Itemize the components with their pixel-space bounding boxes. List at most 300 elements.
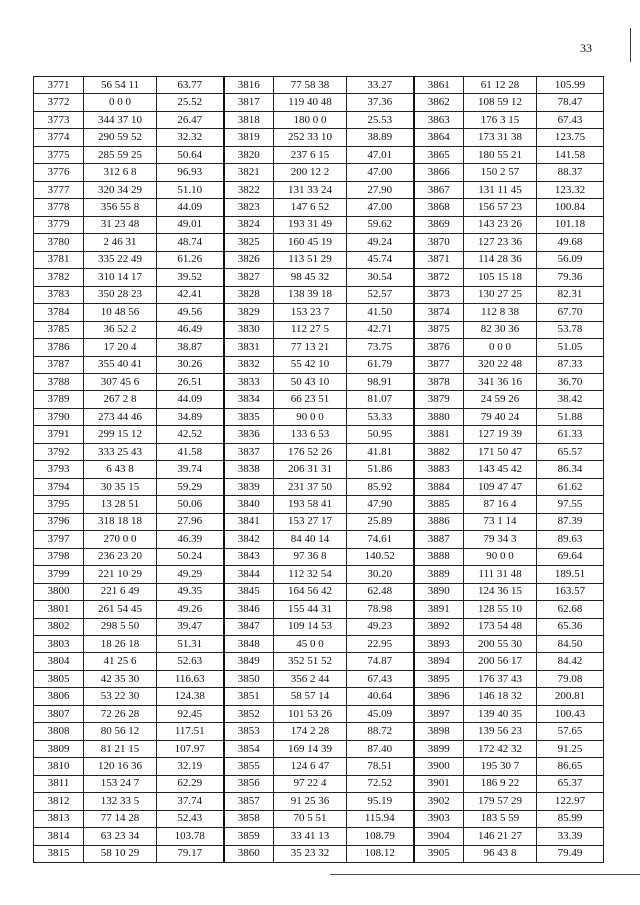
table-row [34,269,604,286]
angle-cell: 176 37 43 [464,670,537,687]
distance-cell: 189.51 [537,566,604,583]
point-id-cell: 3839 [224,478,274,495]
point-id-cell: 3808 [34,723,84,740]
point-id-cell: 3816 [224,77,274,94]
distance-cell: 122.97 [537,793,604,810]
angle-cell: 79 34 3 [464,531,537,548]
angle-cell: 109 14 53 [274,618,347,635]
distance-cell: 32.19 [157,758,224,775]
distance-cell: 91.25 [537,740,604,757]
distance-cell: 49.01 [157,216,224,233]
distance-cell: 38.89 [347,129,414,146]
angle-cell: 97 22 4 [274,775,347,792]
point-id-cell: 3800 [34,583,84,600]
distance-cell: 49.23 [347,618,414,635]
table-row [34,234,604,251]
angle-cell: 156 57 23 [464,199,537,216]
point-id-cell: 3818 [224,111,274,128]
angle-cell: 112 27 5 [274,321,347,338]
point-id-cell: 3871 [414,251,464,268]
distance-cell: 50.06 [157,496,224,513]
distance-cell: 87.39 [537,513,604,530]
table-row [34,828,604,845]
distance-cell: 65.37 [537,775,604,792]
table-row [34,181,604,198]
table-row [34,164,604,181]
page-number: 33 [580,41,592,55]
angle-cell: 179 57 29 [464,793,537,810]
distance-cell: 26.47 [157,111,224,128]
point-id-cell: 3873 [414,286,464,303]
point-id-cell: 3820 [224,146,274,163]
distance-cell: 36.70 [537,373,604,390]
point-id-cell: 3783 [34,286,84,303]
distance-cell: 95.19 [347,793,414,810]
point-id-cell: 3831 [224,339,274,356]
point-id-cell: 3788 [34,373,84,390]
point-id-cell: 3795 [34,496,84,513]
table-row [34,583,604,600]
distance-cell: 49.26 [157,601,224,618]
point-id-cell: 3778 [34,199,84,216]
distance-cell: 79.49 [537,845,604,862]
angle-cell: 193 58 41 [274,496,347,513]
angle-cell: 56 54 11 [84,77,157,94]
point-id-cell: 3886 [414,513,464,530]
angle-cell: 112 32 54 [274,566,347,583]
point-id-cell: 3827 [224,269,274,286]
distance-cell: 53.78 [537,321,604,338]
point-id-cell: 3802 [34,618,84,635]
point-id-cell: 3846 [224,601,274,618]
point-id-cell: 3772 [34,94,84,111]
angle-cell: 160 45 19 [274,234,347,251]
distance-cell: 52.63 [157,653,224,670]
distance-cell: 92.45 [157,705,224,722]
angle-cell: 237 6 15 [274,146,347,163]
angle-cell: 147 6 52 [274,199,347,216]
distance-cell: 33.27 [347,77,414,94]
point-id-cell: 3805 [34,670,84,687]
point-id-cell: 3793 [34,461,84,478]
angle-cell: 50 43 10 [274,373,347,390]
distance-cell: 105.99 [537,77,604,94]
point-id-cell: 3810 [34,758,84,775]
point-id-cell: 3861 [414,77,464,94]
distance-cell: 42.71 [347,321,414,338]
point-id-cell: 3894 [414,653,464,670]
table-row [34,321,604,338]
point-id-cell: 3840 [224,496,274,513]
distance-cell: 62.29 [157,775,224,792]
distance-cell: 117.51 [157,723,224,740]
point-id-cell: 3824 [224,216,274,233]
point-id-cell: 3881 [414,426,464,443]
distance-cell: 115.94 [347,810,414,827]
angle-cell: 77 58 38 [274,77,347,94]
distance-cell: 40.64 [347,688,414,705]
distance-cell: 62.68 [537,601,604,618]
distance-cell: 82.31 [537,286,604,303]
distance-cell: 88.37 [537,164,604,181]
distance-cell: 48.74 [157,234,224,251]
distance-cell: 89.63 [537,531,604,548]
point-id-cell: 3869 [414,216,464,233]
point-id-cell: 3878 [414,373,464,390]
point-id-cell: 3889 [414,566,464,583]
distance-cell: 37.36 [347,94,414,111]
table-row [34,758,604,775]
table-row [34,793,604,810]
angle-cell: 298 5 50 [84,618,157,635]
distance-cell: 74.87 [347,653,414,670]
point-id-cell: 3876 [414,339,464,356]
distance-cell: 50.64 [157,146,224,163]
distance-cell: 47.00 [347,164,414,181]
point-id-cell: 3884 [414,478,464,495]
angle-cell: 55 42 10 [274,356,347,373]
table-row [34,653,604,670]
angle-cell: 155 44 31 [274,601,347,618]
angle-cell: 320 34 29 [84,181,157,198]
angle-cell: 172 42 32 [464,740,537,757]
point-id-cell: 3865 [414,146,464,163]
point-id-cell: 3905 [414,845,464,862]
distance-cell: 26.51 [157,373,224,390]
distance-cell: 41.58 [157,443,224,460]
angle-cell: 17 20 4 [84,339,157,356]
angle-cell: 200 56 17 [464,653,537,670]
table-row [34,391,604,408]
angle-cell: 33 41 13 [274,828,347,845]
angle-cell: 195 30 7 [464,758,537,775]
angle-cell: 344 37 10 [84,111,157,128]
point-id-cell: 3801 [34,601,84,618]
distance-cell: 107.97 [157,740,224,757]
distance-cell: 62.48 [347,583,414,600]
table-row [34,443,604,460]
angle-cell: 153 27 17 [274,513,347,530]
distance-cell: 81.07 [347,391,414,408]
point-id-cell: 3887 [414,531,464,548]
point-id-cell: 3784 [34,304,84,321]
angle-cell: 236 23 20 [84,548,157,565]
distance-cell: 73.75 [347,339,414,356]
distance-cell: 96.93 [157,164,224,181]
angle-cell: 193 31 49 [274,216,347,233]
table-row [34,94,604,111]
distance-cell: 67.43 [347,670,414,687]
distance-cell: 30.20 [347,566,414,583]
angle-cell: 63 23 34 [84,828,157,845]
distance-cell: 45.74 [347,251,414,268]
page-edge-line [630,28,631,62]
distance-cell: 47.00 [347,199,414,216]
angle-cell: 58 10 29 [84,845,157,862]
angle-cell: 41 25 6 [84,653,157,670]
angle-cell: 186 9 22 [464,775,537,792]
table-row [34,251,604,268]
distance-cell: 65.36 [537,618,604,635]
distance-cell: 32.32 [157,129,224,146]
angle-cell: 267 2 8 [84,391,157,408]
angle-cell: 173 54 48 [464,618,537,635]
table-row [34,286,604,303]
distance-cell: 79.36 [537,269,604,286]
angle-cell: 109 47 47 [464,478,537,495]
point-id-cell: 3779 [34,216,84,233]
distance-cell: 30.26 [157,356,224,373]
point-id-cell: 3822 [224,181,274,198]
angle-cell: 270 0 0 [84,531,157,548]
point-id-cell: 3826 [224,251,274,268]
point-id-cell: 3774 [34,129,84,146]
distance-cell: 74.61 [347,531,414,548]
distance-cell: 41.81 [347,443,414,460]
point-id-cell: 3843 [224,548,274,565]
point-id-cell: 3792 [34,443,84,460]
distance-cell: 78.98 [347,601,414,618]
angle-cell: 13 28 51 [84,496,157,513]
distance-cell: 59.29 [157,478,224,495]
angle-cell: 84 40 14 [274,531,347,548]
angle-cell: 80 56 12 [84,723,157,740]
distance-cell: 61.79 [347,356,414,373]
point-id-cell: 3782 [34,269,84,286]
distance-cell: 57.65 [537,723,604,740]
table-row [34,810,604,827]
angle-cell: 221 10 29 [84,566,157,583]
point-id-cell: 3897 [414,705,464,722]
angle-cell: 132 33 5 [84,793,157,810]
distance-cell: 38.42 [537,391,604,408]
point-id-cell: 3893 [414,636,464,653]
footer-rule [330,874,640,875]
distance-cell: 39.74 [157,461,224,478]
table-row [34,636,604,653]
point-id-cell: 3825 [224,234,274,251]
point-id-cell: 3875 [414,321,464,338]
angle-cell: 310 14 17 [84,269,157,286]
table-row [34,566,604,583]
point-id-cell: 3850 [224,670,274,687]
point-id-cell: 3851 [224,688,274,705]
point-id-cell: 3771 [34,77,84,94]
point-id-cell: 3836 [224,426,274,443]
point-id-cell: 3849 [224,653,274,670]
distance-cell: 87.40 [347,740,414,757]
distance-cell: 25.52 [157,94,224,111]
point-id-cell: 3773 [34,111,84,128]
point-id-cell: 3832 [224,356,274,373]
angle-cell: 108 59 12 [464,94,537,111]
angle-cell: 285 59 25 [84,146,157,163]
point-id-cell: 3852 [224,705,274,722]
point-id-cell: 3775 [34,146,84,163]
distance-cell: 51.88 [537,408,604,425]
point-id-cell: 3798 [34,548,84,565]
angle-cell: 173 31 38 [464,129,537,146]
point-id-cell: 3847 [224,618,274,635]
distance-cell: 100.84 [537,199,604,216]
distance-cell: 108.79 [347,828,414,845]
point-id-cell: 3904 [414,828,464,845]
angle-cell: 335 22 49 [84,251,157,268]
table-row [34,670,604,687]
table-row [34,461,604,478]
angle-cell: 127 19 39 [464,426,537,443]
distance-cell: 44.09 [157,199,224,216]
angle-cell: 77 13 21 [274,339,347,356]
angle-cell: 112 8 38 [464,304,537,321]
table-row [34,618,604,635]
angle-cell: 45 0 0 [274,636,347,653]
table-row [34,77,604,94]
angle-cell: 61 12 28 [464,77,537,94]
table-row [34,216,604,233]
point-id-cell: 3842 [224,531,274,548]
distance-cell: 123.75 [537,129,604,146]
distance-cell: 124.38 [157,688,224,705]
distance-cell: 63.77 [157,77,224,94]
distance-cell: 30.54 [347,269,414,286]
angle-cell: 171 50 47 [464,443,537,460]
point-id-cell: 3853 [224,723,274,740]
table-row [34,426,604,443]
point-id-cell: 3817 [224,94,274,111]
distance-cell: 84.50 [537,636,604,653]
distance-cell: 41.50 [347,304,414,321]
angle-cell: 87 16 4 [464,496,537,513]
angle-cell: 81 21 15 [84,740,157,757]
angle-cell: 111 31 48 [464,566,537,583]
distance-cell: 34.89 [157,408,224,425]
point-id-cell: 3890 [414,583,464,600]
table-row [34,513,604,530]
angle-cell: 90 0 0 [464,548,537,565]
angle-cell: 290 59 52 [84,129,157,146]
angle-cell: 120 16 36 [84,758,157,775]
point-id-cell: 3864 [414,129,464,146]
point-id-cell: 3859 [224,828,274,845]
distance-cell: 85.92 [347,478,414,495]
point-id-cell: 3837 [224,443,274,460]
angle-cell: 341 36 16 [464,373,537,390]
point-id-cell: 3812 [34,793,84,810]
angle-cell: 261 54 45 [84,601,157,618]
angle-cell: 143 23 26 [464,216,537,233]
angle-cell: 273 44 46 [84,408,157,425]
distance-cell: 49.24 [347,234,414,251]
distance-cell: 27.90 [347,181,414,198]
angle-cell: 307 45 6 [84,373,157,390]
table-row [34,723,604,740]
point-id-cell: 3855 [224,758,274,775]
point-id-cell: 3882 [414,443,464,460]
point-id-cell: 3898 [414,723,464,740]
point-id-cell: 3776 [34,164,84,181]
point-id-cell: 3856 [224,775,274,792]
angle-cell: 113 51 29 [274,251,347,268]
table-row [34,531,604,548]
angle-cell: 176 52 26 [274,443,347,460]
point-id-cell: 3879 [414,391,464,408]
table-row [34,688,604,705]
angle-cell: 35 23 32 [274,845,347,862]
distance-cell: 49.35 [157,583,224,600]
angle-cell: 98 45 32 [274,269,347,286]
table-row [34,373,604,390]
angle-cell: 42 35 30 [84,670,157,687]
angle-cell: 352 51 52 [274,653,347,670]
point-id-cell: 3838 [224,461,274,478]
angle-cell: 174 2 28 [274,723,347,740]
angle-cell: 127 23 36 [464,234,537,251]
angle-cell: 131 11 45 [464,181,537,198]
point-id-cell: 3781 [34,251,84,268]
angle-cell: 119 40 48 [274,94,347,111]
point-id-cell: 3830 [224,321,274,338]
distance-cell: 200.81 [537,688,604,705]
angle-cell: 36 52 2 [84,321,157,338]
angle-cell: 138 39 18 [274,286,347,303]
angle-cell: 72 26 28 [84,705,157,722]
distance-cell: 51.86 [347,461,414,478]
point-id-cell: 3895 [414,670,464,687]
distance-cell: 39.47 [157,618,224,635]
point-id-cell: 3787 [34,356,84,373]
distance-cell: 49.56 [157,304,224,321]
point-id-cell: 3777 [34,181,84,198]
distance-cell: 61.33 [537,426,604,443]
table-row [34,496,604,513]
point-id-cell: 3880 [414,408,464,425]
angle-cell: 53 22 30 [84,688,157,705]
distance-cell: 46.39 [157,531,224,548]
point-id-cell: 3834 [224,391,274,408]
distance-cell: 140.52 [347,548,414,565]
angle-cell: 105 15 18 [464,269,537,286]
survey-data-table [33,76,604,863]
distance-cell: 84.42 [537,653,604,670]
distance-cell: 100.43 [537,705,604,722]
point-id-cell: 3780 [34,234,84,251]
point-id-cell: 3835 [224,408,274,425]
angle-cell: 114 28 36 [464,251,537,268]
angle-cell: 153 24 7 [84,775,157,792]
point-id-cell: 3868 [414,199,464,216]
point-id-cell: 3814 [34,828,84,845]
table-row [34,304,604,321]
point-id-cell: 3803 [34,636,84,653]
distance-cell: 141.58 [537,146,604,163]
point-id-cell: 3813 [34,810,84,827]
distance-cell: 59.62 [347,216,414,233]
point-id-cell: 3866 [414,164,464,181]
angle-cell: 91 25 36 [274,793,347,810]
distance-cell: 42.52 [157,426,224,443]
distance-cell: 108.12 [347,845,414,862]
angle-cell: 180 0 0 [274,111,347,128]
angle-cell: 318 18 18 [84,513,157,530]
angle-cell: 2 46 31 [84,234,157,251]
angle-cell: 30 35 15 [84,478,157,495]
table-row [34,705,604,722]
angle-cell: 200 12 2 [274,164,347,181]
point-id-cell: 3874 [414,304,464,321]
distance-cell: 61.26 [157,251,224,268]
point-id-cell: 3819 [224,129,274,146]
